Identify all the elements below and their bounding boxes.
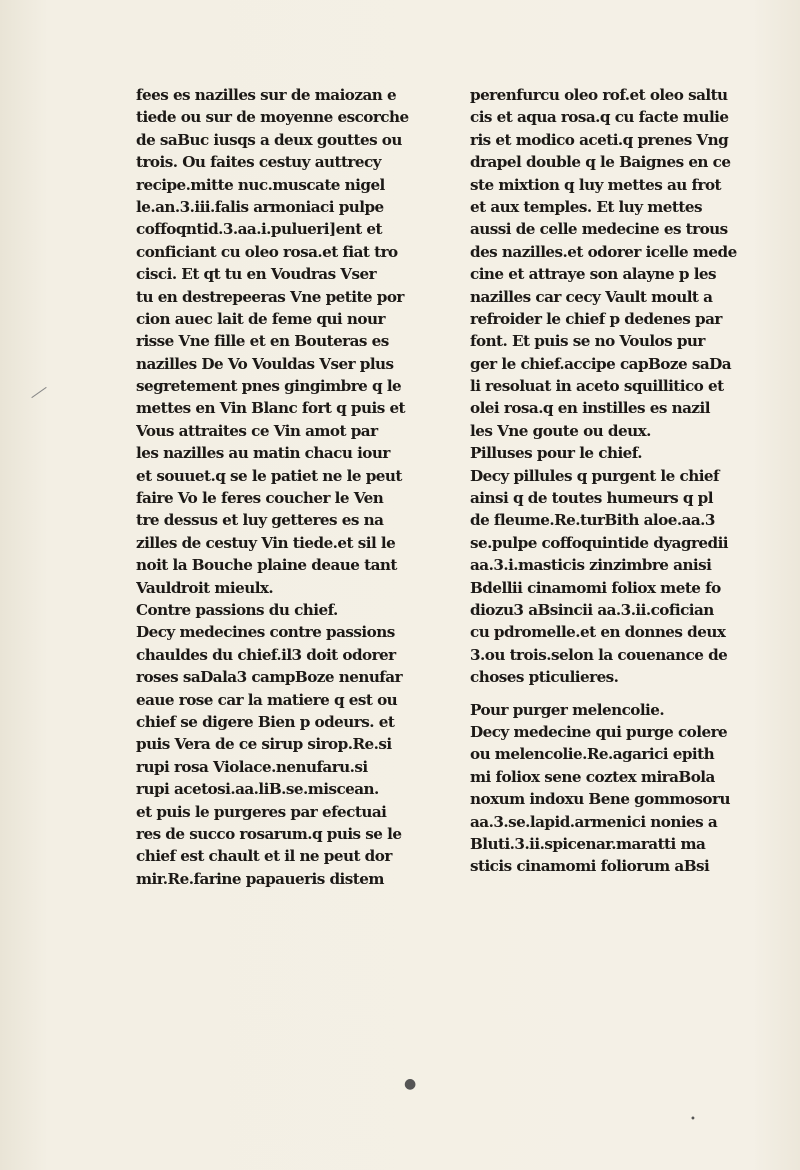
left-column-line: tu en destrepeeras Vne petite por — [136, 287, 404, 306]
right-column-line: diozu3 aBsincii aa.3.ii.cofician — [470, 600, 714, 619]
right-column-line: mi foliox sene coztex miraBola — [470, 767, 715, 786]
left-column-line: tiede ou sur de moyenne escorche — [136, 108, 409, 127]
right-column-line: noxum indoxu Bene gommosoru — [470, 790, 730, 809]
right-column-line: des nazilles.et odorer icelle mede — [470, 242, 737, 261]
right-column-line: cis et aqua rosa.q cu facte mulie — [470, 108, 729, 127]
left-column-line: eaue rose car la matiere q est ou — [136, 690, 398, 709]
left-column-line: Decy medecines contre passions — [136, 623, 395, 642]
right-column-line: Bdellii cinamomi foliox mete fo — [470, 578, 721, 597]
left-column-line: Vauldroit mieulx. — [136, 578, 274, 597]
footer-ornament: ● — [404, 1076, 417, 1092]
left-column-line: chauldes du chief.il3 doit odorer — [136, 645, 396, 664]
right-column-line: ste mixtion q luy mettes au frot — [470, 175, 721, 194]
left-column-line: roses saDala3 campBoze nenufar — [136, 668, 403, 687]
right-column-line: se.pulpe coffoquintide dyagredii — [470, 533, 729, 552]
right-column-line: sticis cinamomi foliorum aBsi — [470, 857, 710, 876]
left-column-line: chief est chault et il ne peut dor — [136, 847, 392, 866]
left-column-line: rupi rosa Violace.nenufaru.si — [136, 757, 368, 776]
left-column-line: Vous attraites ce Vin amot par — [136, 421, 378, 440]
left-column-line: les nazilles au matin chacu iour — [136, 444, 390, 463]
left-text-column — [136, 84, 458, 890]
right-column-line: 3.ou trois.selon la couenance de — [470, 645, 728, 664]
right-column-line: olei rosa.q en instilles es nazil — [470, 399, 710, 418]
right-column-line: et aux temples. Et luy mettes — [470, 197, 702, 216]
right-column-line: cu pdromelle.et en donnes deux — [470, 623, 726, 642]
left-column-line: segretement pnes gingimbre q le — [136, 377, 402, 396]
right-column-line: Bluti.3.ii.spicenar.maratti ma — [470, 834, 706, 853]
right-column-line: aa.3.se.lapid.armenici nonies a — [470, 812, 718, 831]
right-column-line: Pour purger melencolie. — [470, 700, 665, 719]
right-column-line: choses pticulieres. — [470, 668, 619, 687]
left-column-line: de saBuc iusqs a deux gouttes ou — [136, 130, 402, 149]
left-column-line: le.an.3.iii.falis armoniaci pulpe — [136, 197, 384, 216]
right-column-line: perenfurcu oleo rof.et oleo saltu — [470, 86, 728, 104]
left-column-line: puis Vera de ce sirup sirop.Re.si — [136, 735, 392, 754]
margin-mark — [31, 387, 46, 398]
left-column-line: et puis le purgeres par efectuai — [136, 802, 387, 821]
left-column-line: fees es nazilles sur de maiozan e — [136, 86, 397, 104]
right-column-line: cine et attraye son alayne p les — [470, 265, 717, 284]
left-column-line: cion auec lait de feme qui nour — [136, 309, 385, 328]
right-column-line: ou melencolie.Re.agarici epith — [470, 745, 715, 764]
right-text-column — [470, 84, 788, 878]
left-column-line: chief se digere Bien p odeurs. et — [136, 712, 395, 731]
right-column-line: ris et modico aceti.q prenes Vng — [470, 130, 729, 149]
right-column-line: drapel double q le Baignes en ce — [470, 153, 731, 172]
left-column-line: tre dessus et luy getteres es na — [136, 511, 384, 530]
left-column-line: recipe.mitte nuc.muscate nigel — [136, 175, 385, 194]
left-column-line: risse Vne fille et en Bouteras es — [136, 332, 389, 351]
right-column-line: nazilles car cecy Vault moult a — [470, 287, 713, 306]
right-column-line: ainsi q de toutes humeurs q pl — [470, 489, 713, 508]
right-column-line: font. Et puis se no Voulos pur — [470, 332, 705, 351]
left-column-line: rupi acetosi.aa.liB.se.miscean. — [136, 780, 379, 799]
left-column-line: zilles de cestuy Vin tiede.et sil le — [136, 533, 396, 552]
footer-dot: • — [690, 1114, 696, 1125]
left-column-line: mir.Re.farine papaueris distem — [136, 869, 384, 888]
right-column-line: refroider le chief p dedenes par — [470, 309, 722, 328]
left-column-line: nazilles De Vo Vouldas Vser plus — [136, 354, 394, 373]
left-column-line: res de succo rosarum.q puis se le — [136, 824, 402, 843]
left-column-line: noit la Bouche plaine deaue tant — [136, 556, 397, 575]
right-column-line: aa.3.i.masticis zinzimbre anisi — [470, 556, 712, 575]
left-column-line: mettes en Vin Blanc fort q puis et — [136, 399, 406, 418]
left-column-line: faire Vo le feres coucher le Ven — [136, 489, 384, 508]
paragraph-gap — [470, 689, 788, 699]
left-column-line: cisci. Et qt tu en Voudras Vser — [136, 265, 377, 284]
right-column-line: les Vne goute ou deux. — [470, 421, 651, 440]
left-column-line: trois. Ou faites cestuy auttrecy — [136, 153, 381, 172]
right-column-line: Decy medecine qui purge colere — [470, 722, 728, 741]
right-column-line: Pilluses pour le chief. — [470, 444, 642, 463]
left-column-line: Contre passions du chief. — [136, 600, 338, 619]
right-column-line: li resoluat in aceto squillitico et — [470, 377, 724, 396]
right-column-line: Decy pillules q purgent le chief — [470, 466, 720, 485]
right-column-line: ger le chief.accipe capBoze saDa — [470, 354, 732, 373]
left-column-line: conficiant cu oleo rosa.et fiat tro — [136, 242, 398, 261]
right-column-line: de fleume.Re.turBith aloe.aa.3 — [470, 511, 715, 530]
right-column-line: aussi de celle medecine es trous — [470, 220, 728, 239]
left-column-line: coffoqntid.3.aa.i.pulueri]ent et — [136, 220, 382, 239]
left-column-line: et souuet.q se le patiet ne le peut — [136, 466, 402, 485]
